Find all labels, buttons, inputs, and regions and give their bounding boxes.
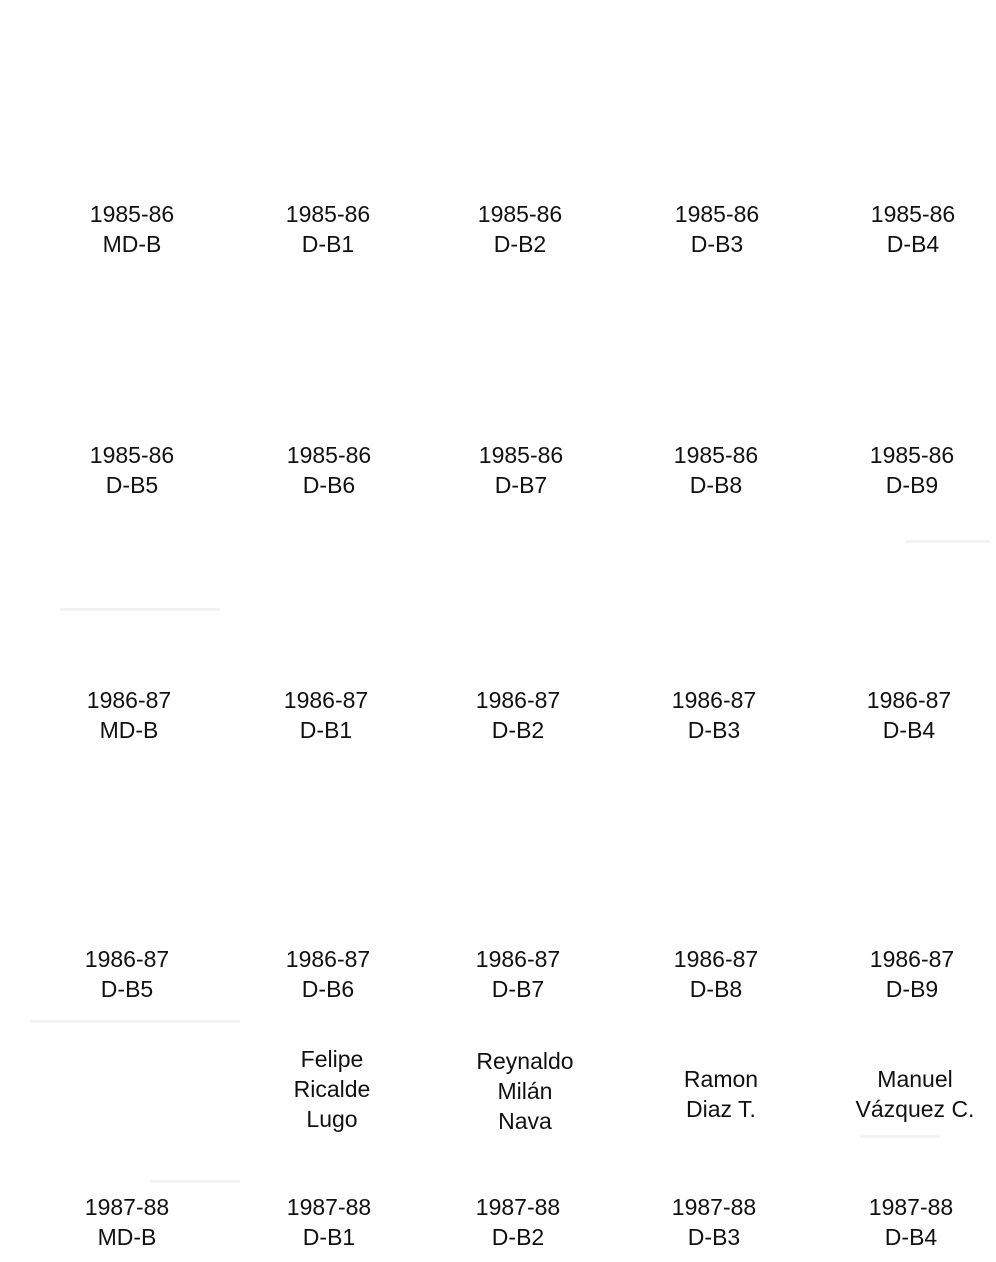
- label-row: [0, 944, 996, 1014]
- label-cell: [821, 1192, 996, 1252]
- label-cell: [430, 199, 610, 259]
- code-label: MD-B: [97, 1224, 157, 1250]
- label-cell: [627, 199, 807, 259]
- label-cell: [42, 199, 222, 259]
- code-label: D-B5: [100, 976, 154, 1002]
- label-cell: [624, 685, 804, 745]
- season-label: 1986-87: [285, 946, 371, 972]
- season-label: 1986-87: [673, 946, 759, 972]
- code-label: D-B1: [302, 1224, 356, 1250]
- code-label: MD-B: [99, 717, 159, 743]
- season-label: 1986-87: [869, 946, 955, 972]
- name-line: Lugo: [306, 1106, 358, 1132]
- label-cell: [431, 440, 611, 500]
- code-label: D-B8: [689, 472, 743, 498]
- name-line: Diaz T.: [686, 1096, 756, 1122]
- code-label: MD-B: [102, 231, 162, 257]
- label-cell: [822, 440, 996, 500]
- label-cell: [428, 944, 608, 1004]
- label-cell: [238, 944, 418, 1004]
- label-cell: [823, 199, 996, 259]
- scan-smudge: [860, 1135, 940, 1138]
- season-label: 1986-87: [84, 946, 170, 972]
- name-line: Ramon: [683, 1066, 759, 1092]
- code-label: D-B7: [491, 976, 545, 1002]
- season-label: 1986-87: [475, 687, 561, 713]
- code-label: D-B2: [491, 1224, 545, 1250]
- code-label: D-B5: [105, 472, 159, 498]
- scan-smudge: [150, 1180, 240, 1183]
- season-label: 1987-88: [475, 1194, 561, 1220]
- season-label: 1985-86: [478, 442, 564, 468]
- season-label: 1987-88: [84, 1194, 170, 1220]
- label-cell: [626, 440, 806, 500]
- code-label: D-B6: [302, 472, 356, 498]
- label-cell: [37, 1192, 217, 1252]
- name-line: Felipe: [300, 1046, 364, 1072]
- label-cell: [822, 944, 996, 1004]
- season-label: 1985-86: [286, 442, 372, 468]
- season-label: 1986-87: [475, 946, 561, 972]
- code-label: D-B7: [494, 472, 548, 498]
- label-cell: [428, 685, 608, 745]
- code-label: D-B1: [299, 717, 353, 743]
- name-line: Nava: [498, 1108, 552, 1134]
- label-cell: [428, 1192, 608, 1252]
- label-cell: [42, 440, 222, 500]
- season-label: 1987-88: [868, 1194, 954, 1220]
- label-cell: [39, 685, 219, 745]
- code-label: D-B3: [690, 231, 744, 257]
- label-cell: [239, 1192, 419, 1252]
- label-cell: [819, 685, 996, 745]
- season-label: 1986-87: [283, 687, 369, 713]
- name-row: [0, 1040, 996, 1140]
- season-label: 1985-86: [674, 201, 760, 227]
- season-label: 1987-88: [286, 1194, 372, 1220]
- name-cell: [636, 1064, 806, 1124]
- name-line: Milán: [497, 1078, 553, 1104]
- code-label: D-B4: [882, 717, 936, 743]
- label-cell: [624, 1192, 804, 1252]
- season-label: 1985-86: [870, 201, 956, 227]
- code-label: D-B4: [884, 1224, 938, 1250]
- label-cell: [626, 944, 806, 1004]
- season-label: 1985-86: [89, 201, 175, 227]
- label-cell: [239, 440, 419, 500]
- season-label: 1985-86: [477, 201, 563, 227]
- scan-smudge: [30, 1020, 240, 1023]
- label-row: [0, 199, 996, 269]
- season-label: 1985-86: [673, 442, 759, 468]
- code-label: D-B2: [491, 717, 545, 743]
- name-line: Ricalde: [293, 1076, 371, 1102]
- season-label: 1985-86: [869, 442, 955, 468]
- code-label: D-B6: [301, 976, 355, 1002]
- label-row: [0, 1192, 996, 1262]
- code-label: D-B3: [687, 717, 741, 743]
- code-label: D-B9: [885, 472, 939, 498]
- name-line: Vázquez C.: [855, 1096, 975, 1122]
- code-label: D-B3: [687, 1224, 741, 1250]
- label-row: [0, 440, 996, 510]
- code-label: D-B2: [493, 231, 547, 257]
- code-label: D-B8: [689, 976, 743, 1002]
- season-label: 1985-86: [89, 442, 175, 468]
- label-cell: [37, 944, 217, 1004]
- season-label: 1987-88: [671, 1194, 757, 1220]
- name-line: Reynaldo: [476, 1048, 574, 1074]
- name-line: Manuel: [877, 1066, 953, 1092]
- label-cell: [238, 199, 418, 259]
- code-label: D-B9: [885, 976, 939, 1002]
- scan-smudge: [905, 540, 990, 543]
- label-row: [0, 685, 996, 755]
- name-cell: [830, 1064, 996, 1124]
- name-cell: [440, 1046, 610, 1136]
- code-label: D-B4: [886, 231, 940, 257]
- season-label: 1986-87: [671, 687, 757, 713]
- label-cell: [236, 685, 416, 745]
- scan-smudge: [60, 608, 220, 611]
- season-label: 1985-86: [285, 201, 371, 227]
- name-cell: [247, 1044, 417, 1134]
- season-label: 1986-87: [866, 687, 952, 713]
- code-label: D-B1: [301, 231, 355, 257]
- season-label: 1986-87: [86, 687, 172, 713]
